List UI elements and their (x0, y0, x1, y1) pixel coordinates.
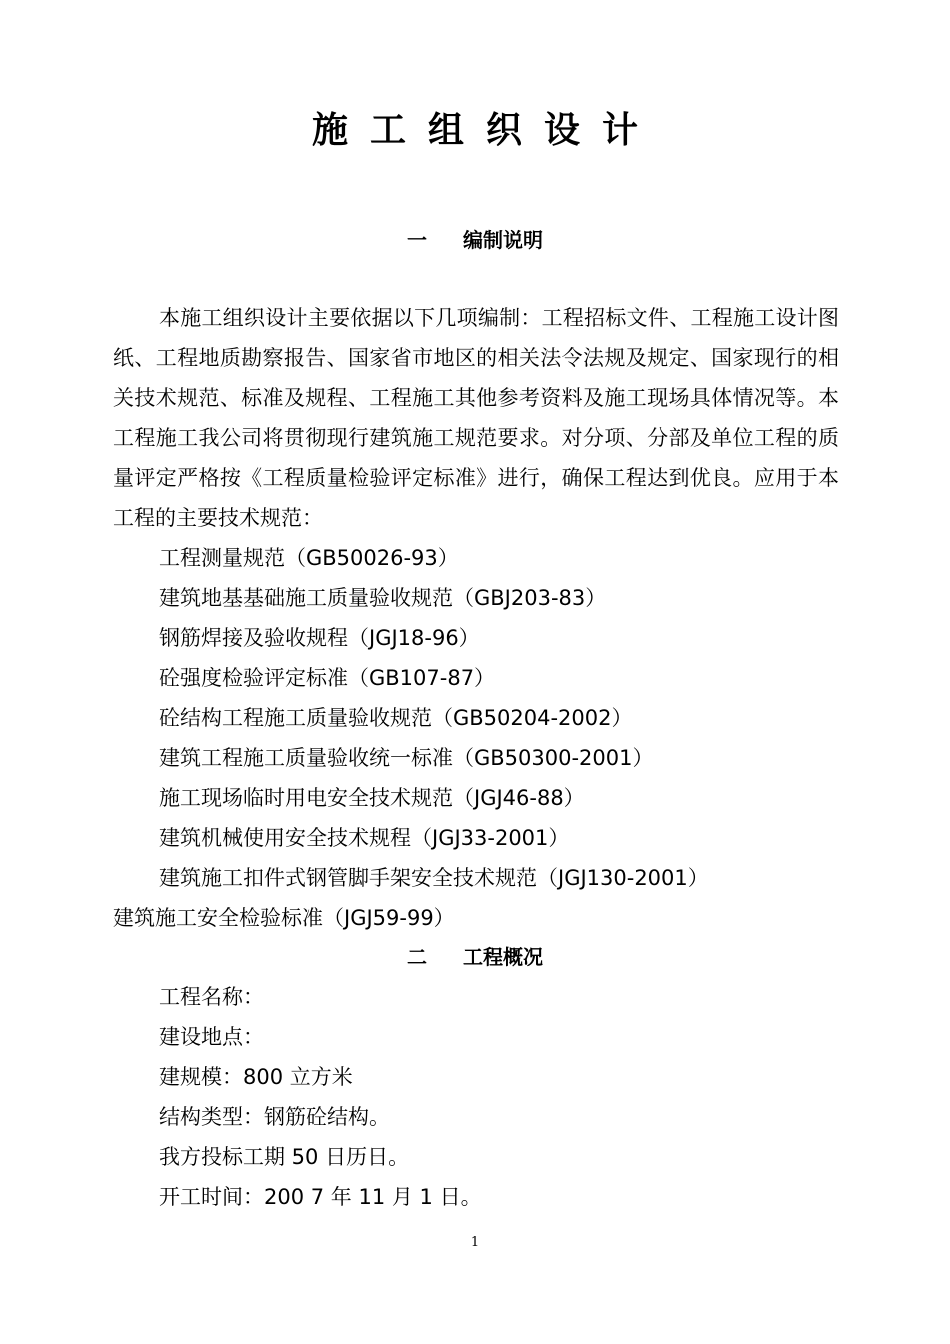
document-title: 施工组织设计 (311, 110, 660, 151)
section-heading-1 (0, 224, 950, 256)
standard-item: 建筑施工安全检验标准（JGJ59-99） (113, 906, 455, 930)
standard-item: 建筑机械使用安全技术规程（JGJ33-2001） (159, 826, 570, 850)
section-number: 一 (407, 228, 427, 252)
section-2-body (113, 977, 839, 1217)
project-info-item: 建设地点： (159, 1025, 264, 1049)
section-number: 二 (407, 945, 427, 969)
standard-item: 施工现场临时用电安全技术规范（JGJ46-88） (159, 786, 585, 810)
page-number: 1 (470, 1235, 480, 1250)
section-title: 工程概况 (463, 945, 543, 969)
section-1-body (113, 298, 839, 938)
standard-item: 钢筋焊接及验收规程（JGJ18-96） (159, 626, 480, 650)
standard-item: 砼强度检验评定标准（GB107-87） (159, 666, 496, 690)
standard-item: 工程测量规范（GB50026-93） (159, 546, 459, 570)
standard-item: 建筑施工扣件式钢管脚手架安全技术规范（JGJ130-2001） (159, 866, 709, 890)
standard-item: 建筑地基基础施工质量验收规范（GBJ203-83） (159, 586, 607, 610)
standard-item: 建筑工程施工质量验收统一标准（GB50300-2001） (159, 746, 654, 770)
compilation-paragraph: 本施工组织设计主要依据以下几项编制：工程招标文件、工程施工设计图纸、工程地质勘察报告、国家省市地区的相关法令法规及规定、国家现行的相关技术规范、标准及规程、工程施工其他参考资料及施工现场具体情况等。本工程施工我公司将贯彻现行建筑施工规范要求。对分项、分部及单位工程的质量评定严格按《工程质量检验评定标准》进行，确保工程达到优良。应用于本工程的主要技术规范： (113, 306, 839, 530)
project-info-item: 我方投标工期 50 日历日。 (159, 1145, 410, 1169)
section-heading-2 (0, 941, 950, 973)
project-info-item: 开工时间：200 7 年 11 月 1 日。 (159, 1185, 482, 1209)
section-title: 编制说明 (463, 228, 543, 252)
project-info-item: 建规模：800 立方米 (159, 1065, 353, 1089)
project-info-item: 工程名称： (159, 985, 264, 1009)
project-info-item: 结构类型：钢筋砼结构。 (159, 1105, 390, 1129)
standard-item: 砼结构工程施工质量验收规范（GB50204-2002） (159, 706, 633, 730)
